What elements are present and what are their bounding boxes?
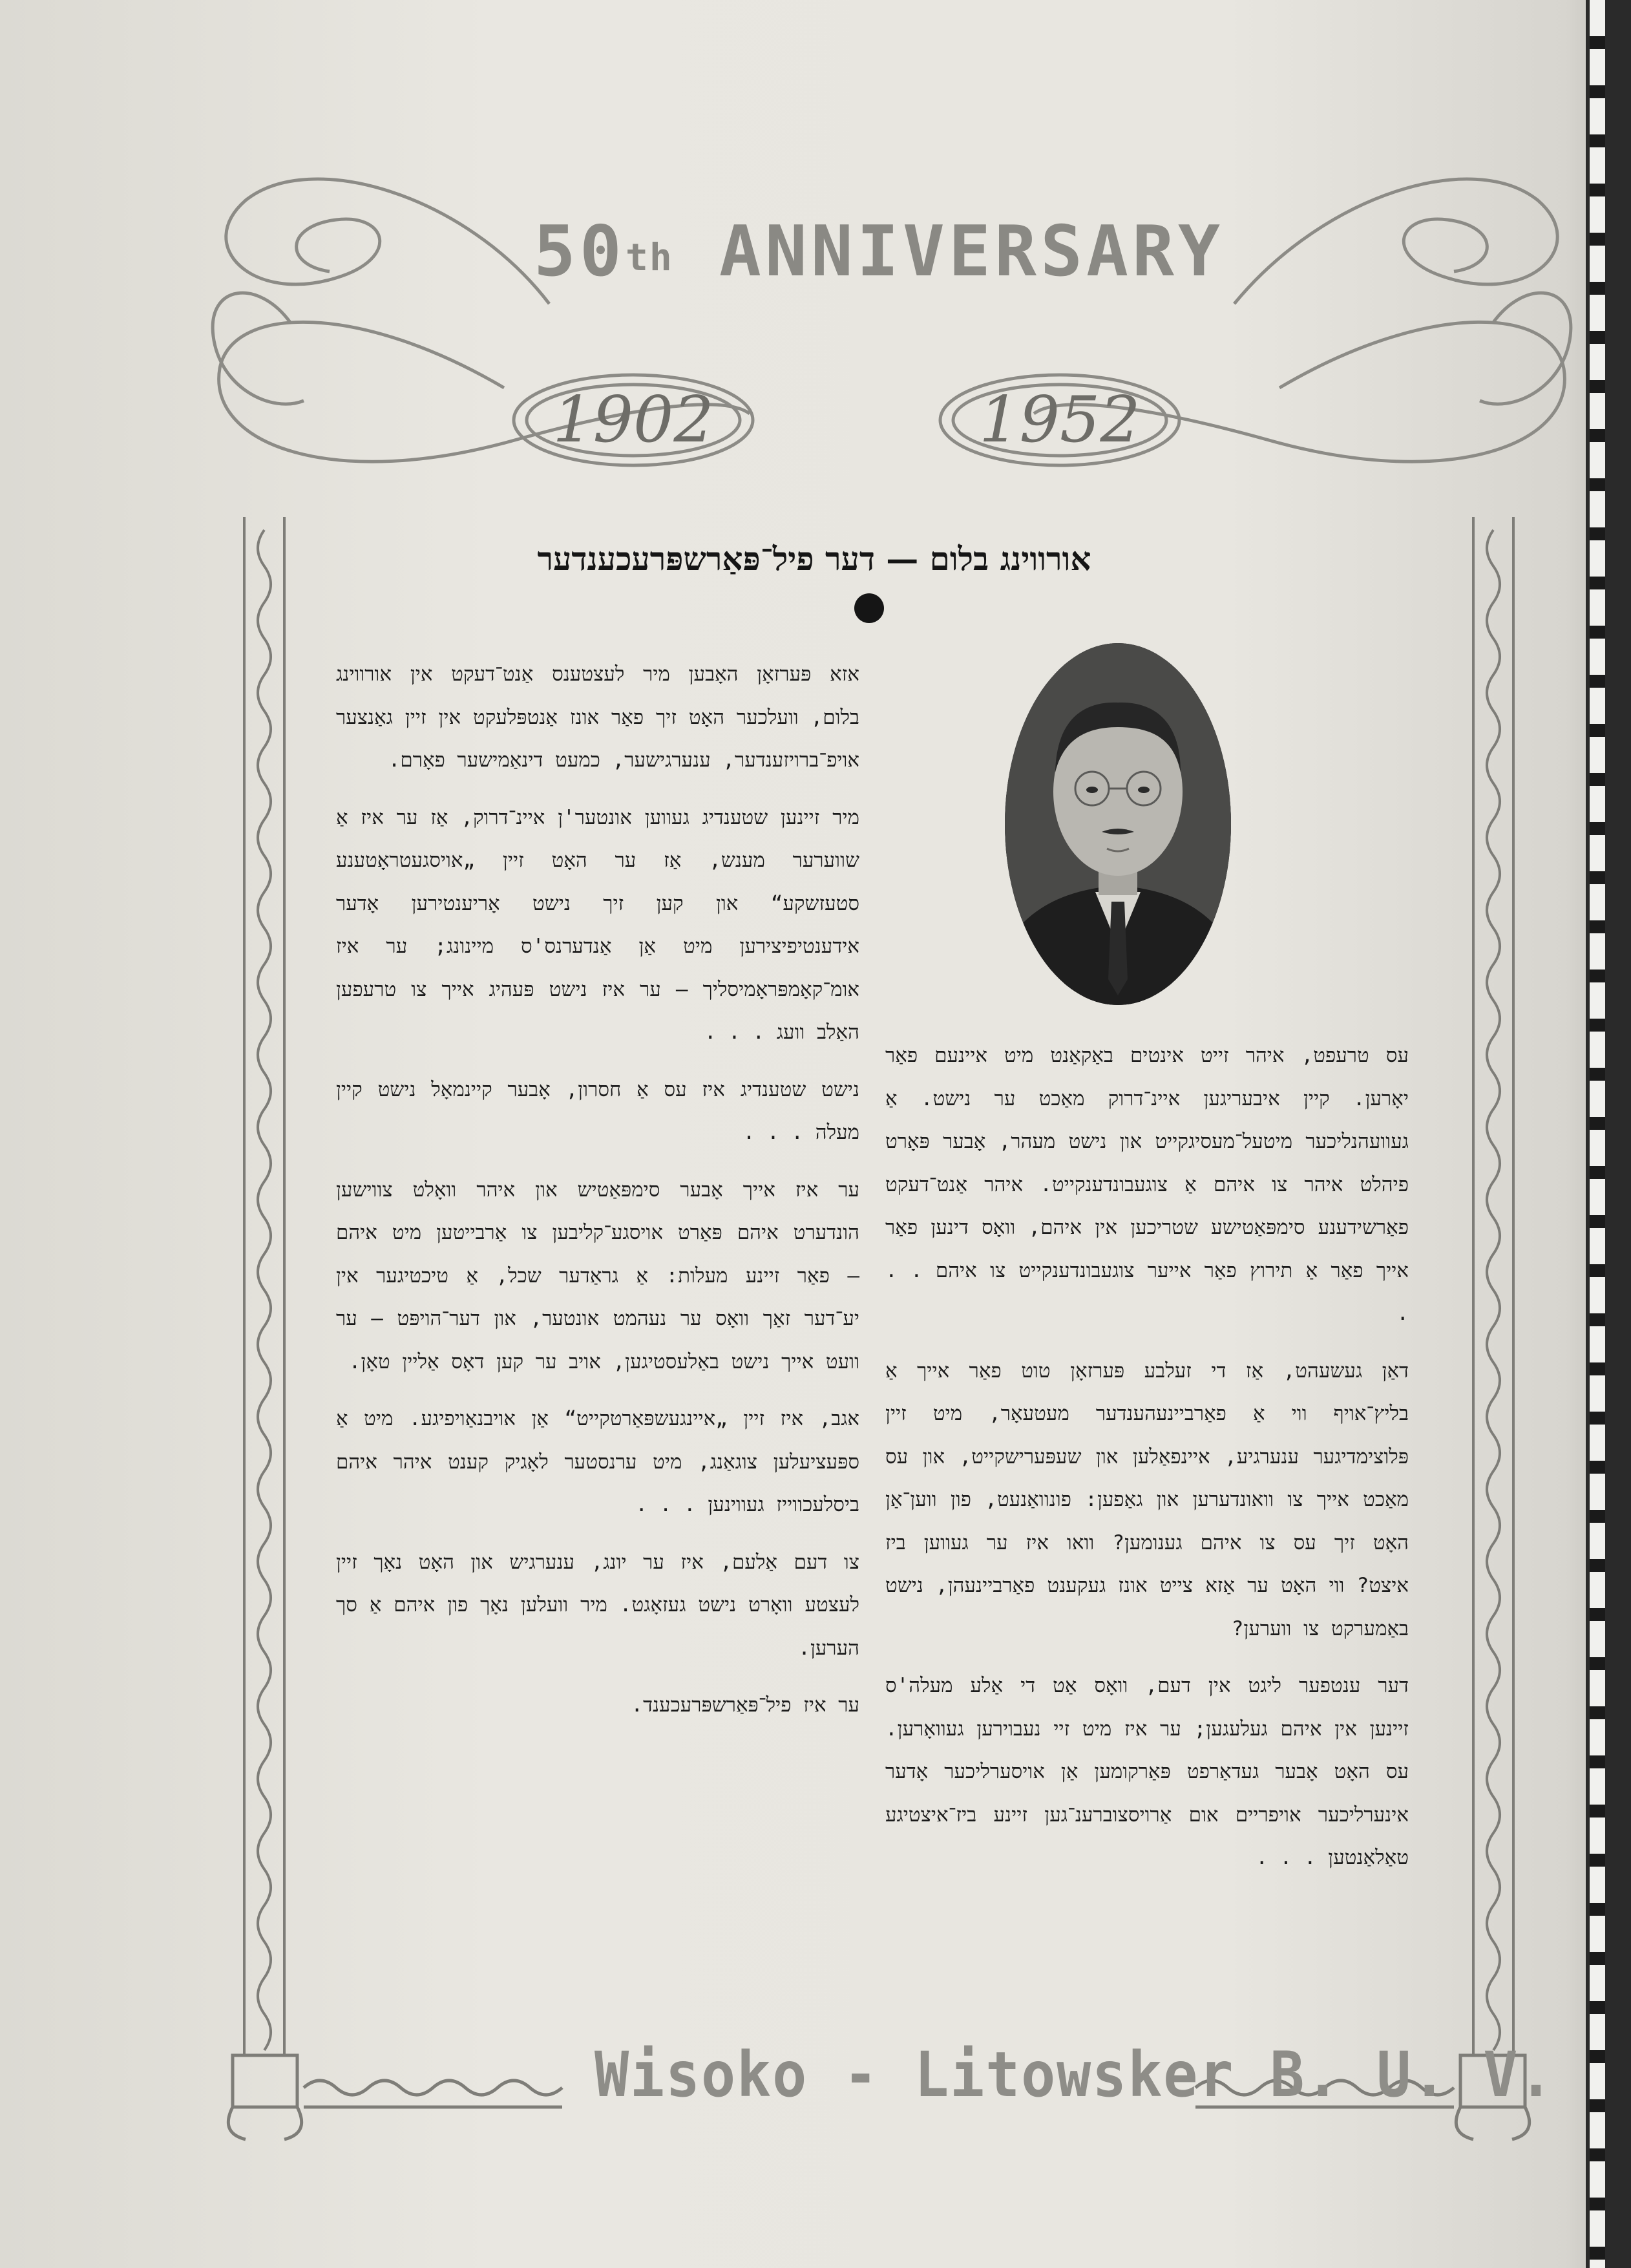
title-word: ANNIVERSARY — [719, 211, 1225, 292]
anniversary-title — [523, 194, 1234, 310]
left-paragraph: מיר זיינען שטענדיג געווען אונטער'ן איינ־דרוק, אַז ער איז אַ שווערער מענש, אַז ער האָט זיין „אויסגעטראָטענע סטעזשקע“ און קען זיך נישט אָריענטירען אָדער אידענטיפיצירען מיט אַן אַנדערנס'ס מיינונג; ער איז אומ־קאָמפּראָמיסליך — ער איז נישט פּעהיג אייך צו טרעפען האַלב וועג . . . — [336, 805, 859, 1044]
binding-holes — [1590, 0, 1605, 2268]
right-paragraph: דאַן געשעהט, אַז די זעלבע פּערזאָן טוט פאַר אייך אַ בליץ־אויף ווי אַ פאַרביינעהענדער מעטעאָר, מיט זיין פּלוצימדיגער ענערגיע, איינפאַלען און שעפּערישקייט, און עס מאַכט אייך צו וואונדערען און גאַפען: פונוואַנעט, פון ווען־אַן האָט זיך עס צו איהם גענומען? וואו איז ער געווען ביז איצט? ווי האָט ער אַזא צייט אונז געקענט פאַרביינעהן, נישט באַמערקט צו ווערען? — [885, 1359, 1409, 1640]
left-paragraph: אגב, איז זיין „איינגעשפּאַרטקייט“ אַן אויבנאַויפיגע. מיט אַ ספּעציעלען צוגאַנג, מיט ערנסטער לאָגיק קענט איהר איהם ביסלעכווייז געווינען . . . — [336, 1407, 859, 1516]
left-closing-line: ער איז פיל־פּאַרשפּרעכענד. — [631, 1693, 859, 1717]
portrait-photo — [1005, 643, 1231, 1005]
year-end: 1952 — [979, 383, 1141, 457]
bullet-ornament — [854, 593, 884, 623]
article-headline: אורווינג בלום — דער פיל־פּאַרשפּרעכענדער — [537, 540, 1091, 578]
title-suffix: th — [625, 235, 673, 279]
portrait-illustration — [1005, 643, 1231, 1005]
organization-footer: Wisoko - Litowsker B. U. V. — [595, 2039, 1555, 2111]
year-start: 1902 — [552, 383, 714, 457]
right-paragraph: דער ענטפער ליגט אין דעם, וואָס אַט די אַלע מעלה'ס זיינען אין איהם געלעגען; ער איז מיט זיי נעבוירען געוואָרען. עס האָט אָבער געדאַרפט פּאַרקומען אַן אויסערליכער אָדער אינערליכער אויפריים אום אַרויסצוברענ־גען זיינע ביז־איצטיגע טאַלאַנטען . . . — [885, 1674, 1409, 1869]
article-left-column — [336, 653, 859, 2036]
left-paragraph: צו דעם אַלעם, איז ער יונג, ענערגיש און האָט נאָך זיין לעצטע וואָרט נישט געזאָגט. מיר וועלען נאָך פון איהם אַ סך הערען. — [336, 1550, 859, 1660]
right-paragraph: עס טרעפט, איהר זייט אינטים באַקאַנט מיט איינעם פאַר יאָרען. קיין איבעריגען איינ־דרוק מאַכט ער נישט. אַ געוועהנליכער מיטעל־מעסיגקייט און נישט מעהר, אָבער פּאָרט פיהלט איהר צו איהם אַ צוגעבונדענקייט. איהר אַנט־דעקט פאַרשידענע סימפּאַטישע שטריכען אין איהם, וואָס דינען פאַר אייך פאַר אַ תירוץ פאַר אייער צוגעבונדענקייט צו איהם . . . — [885, 1044, 1409, 1325]
left-paragraph: אזא פּערזאָן האָבען מיר לעצטענס אַנט־דעקט אין אורווינג בלום, וועלכער האָט זיך פאַר אונז אַנטפּלעקט אין זיין גאַנצער אויפ־ברויזענדער, ענערגישער, כמעט דינאַמישער פאָרם. — [336, 662, 859, 772]
left-paragraph: נישט שטענדיג איז עס אַ חסרון, אָבער קיינמאָל נישט קיין מעלה . . . — [336, 1077, 859, 1144]
left-paragraph: ער איז אייך אָבער סימפּאַטיש און איהר וואָלט צווישען הונדערט איהם פּאַרט אויסגע־קליבען צו אַרבייטען מיט איהם — פאַר זיינע מעלות: אַ גראַדער שכל, אַ טיכטיגער אין יע־דער זאַך וואָס ער נעהמט אונטער, און דער־הויפּט — ער וועט אייך נישט באַלעסטיגען, אויב ער קען דאָס אַליין טאָן. — [336, 1178, 859, 1373]
title-number: 50 — [533, 211, 626, 292]
article-right-column — [885, 1034, 1409, 2036]
